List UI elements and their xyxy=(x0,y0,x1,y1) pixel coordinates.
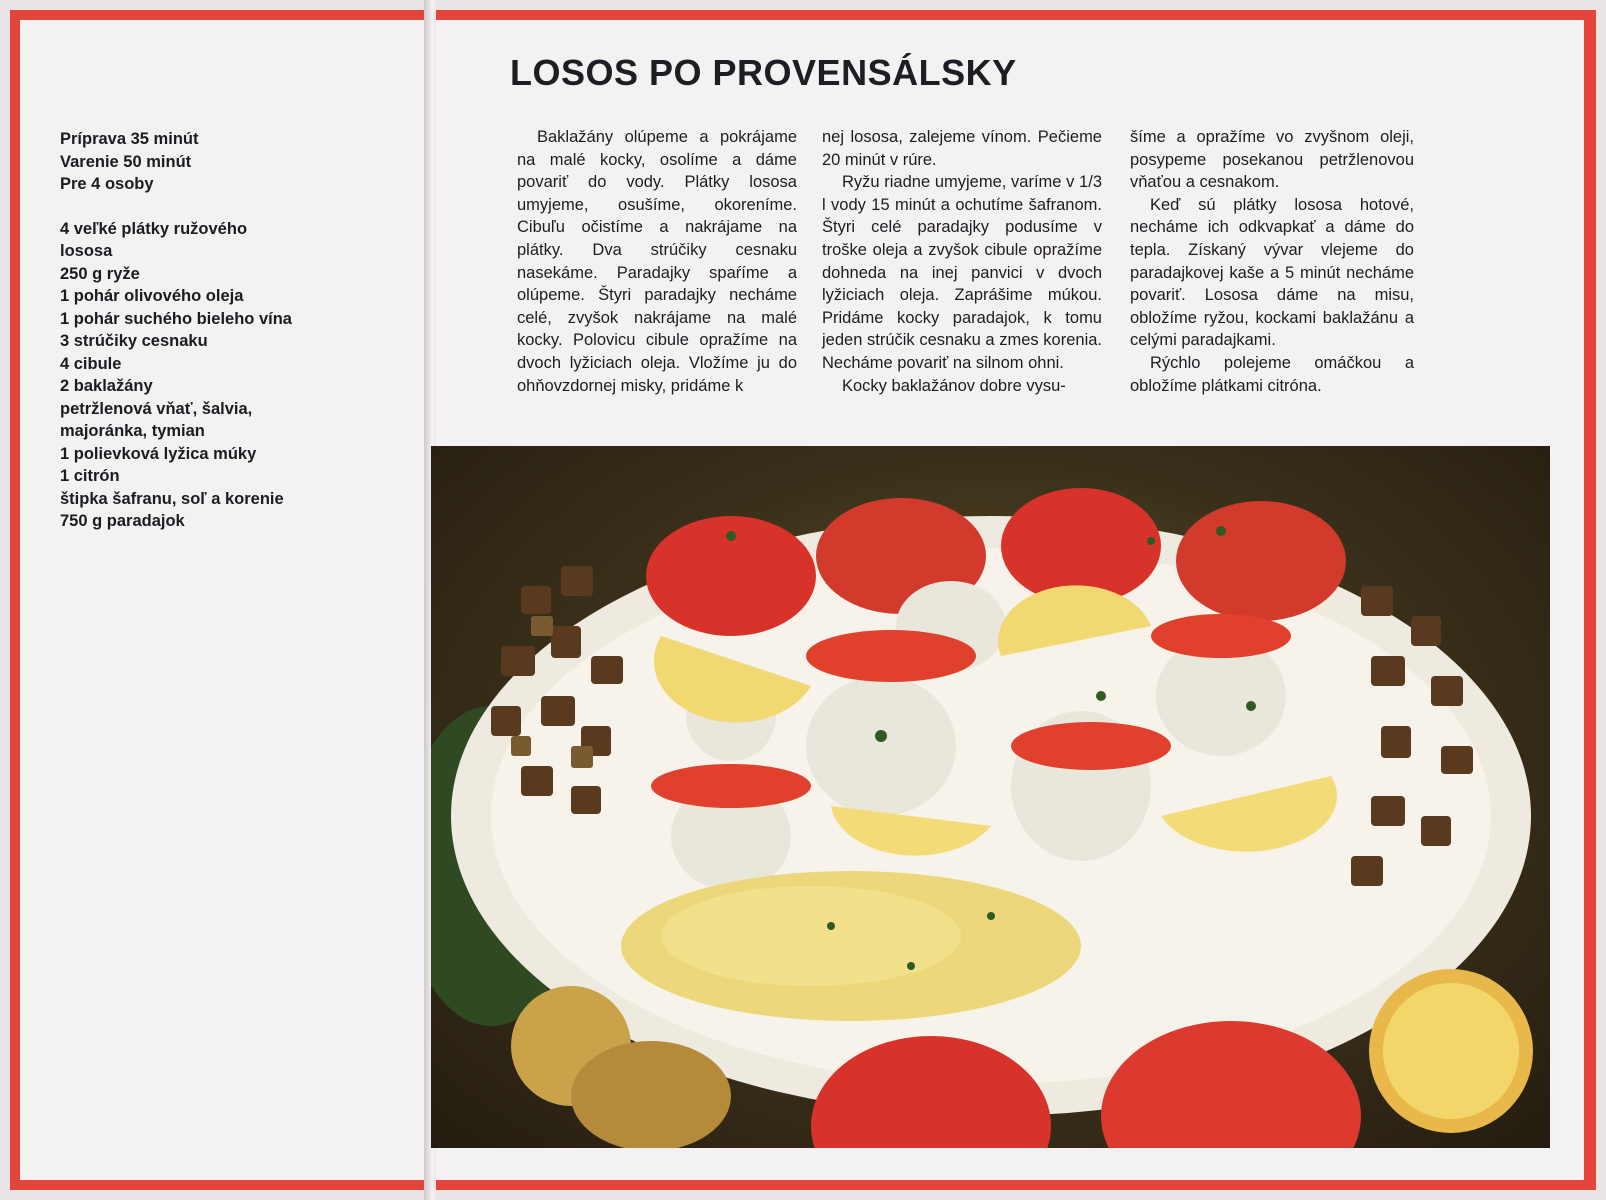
recipe-meta xyxy=(60,128,380,196)
dish-illustration xyxy=(431,446,1550,1148)
ingredient: 250 g ryže xyxy=(60,264,140,283)
ingredient: 1 pohár suchého bieleho vína xyxy=(60,309,292,328)
ingredient: 2 baklažány xyxy=(60,377,153,395)
ingredient: petržlenová vňať, šalvia, majoránka, tymian xyxy=(60,399,253,440)
dish-photo xyxy=(431,446,1550,1148)
ingredient: 1 polievková lyžica múky xyxy=(60,444,257,463)
servings: Pre 4 osoby xyxy=(60,175,154,193)
ingredient: 4 veľké plátky ružového lososa xyxy=(60,219,248,260)
page-title: LOSOS PO PROVENSÁLSKY xyxy=(510,52,1017,93)
text-column-2 xyxy=(822,126,1102,397)
paragraph: Ryžu riadne umyjeme, varíme v 1/3 l vody 15 minút a ochutíme šafranom. Štyri celé paradajky podusíme v troške oleja a zvyšok cibule opražíme dohneda na inej panvici v dvoch lyžiciach oleja. Zaprášime múkou. Pridáme kocky paradajok, k tomu jeden strúčik cesnaku a zmes korenia. Necháme povariť na silnom ohni. xyxy=(822,173,1102,372)
paragraph: Rýchlo polejeme omáčkou a obložíme plátkami citróna. xyxy=(1130,353,1414,395)
ingredient: 750 g paradajok xyxy=(60,512,185,530)
ingredients-list xyxy=(60,218,380,533)
paragraph: šíme a opražíme vo zvyšnom oleji, posypeme posekanou petržlenovou vňaťou a cesnakom. xyxy=(1130,128,1414,192)
text-column-1 xyxy=(517,126,797,397)
recipe-info xyxy=(60,128,380,533)
cook-time: Varenie 50 minút xyxy=(60,152,192,171)
ingredient: 1 citrón xyxy=(60,467,120,485)
ingredient: štipka šafranu, soľ a korenie xyxy=(60,489,284,508)
paragraph: Kocky baklažánov dobre vysu- xyxy=(842,376,1066,395)
prep-time: Príprava 35 minút xyxy=(60,130,199,148)
paragraph: nej lososa, zalejeme vínom. Pečieme 20 minút v rúre. xyxy=(822,128,1102,169)
text-column-3 xyxy=(1130,126,1414,397)
ingredient: 1 pohár olivového oleja xyxy=(60,287,244,305)
ingredient: 3 strúčiky cesnaku xyxy=(60,332,208,350)
paragraph: Keď sú plátky lososa hotové, necháme ich odkvapkať a dáme do tepla. Získaný vývar vlejeme do paradajkovej kaše a 5 minút necháme povariť. Lososa dáme na misu, obložíme ryžou, kockami baklažánu a celými paradajkami. xyxy=(1130,195,1414,350)
ingredient: 4 cibule xyxy=(60,354,122,373)
paragraph: Baklažány olúpeme a pokrájame na malé kocky, osolíme a dáme povariť do vody. Plátky lososa umyjeme, osušíme, okoreníme. Cibuľu očistíme a nakrájame na plátky. Dva strúčiky cesnaku nasekáme. Paradajky spaŕíme a olúpeme. Štyri paradajky necháme celé, zvyšok nakrájame na malé kocky. Polovicu cibule opražíme na dvoch lyžiciach oleja. Vložíme ju do ohňovzdornej misky, pridáme k xyxy=(517,128,797,395)
